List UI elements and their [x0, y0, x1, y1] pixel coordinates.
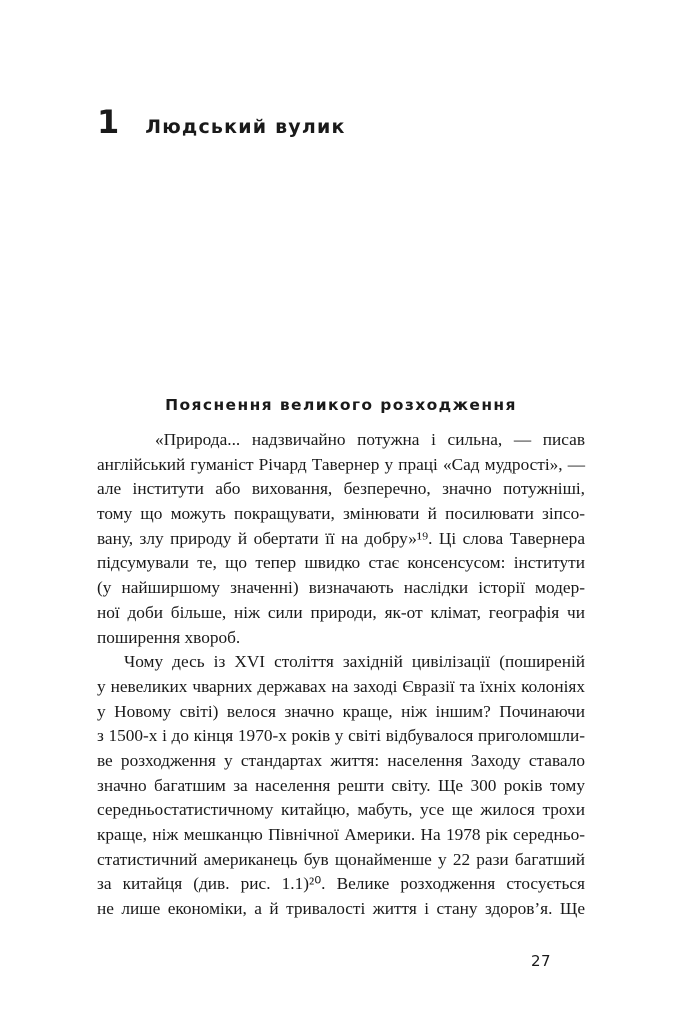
text-line: ної доби більше, ніж сили природи, як-от клімат, географія чи	[97, 602, 585, 622]
text-line: підсумували те, що тепер швидко стає консенсусом: інститути	[97, 553, 585, 573]
text-line: у Новому світі) велося значно краще, ніж іншим? Починаючи	[97, 701, 585, 721]
text-line: але інститути або виховання, безперечно, значно потужніші,	[97, 479, 585, 499]
chapter-heading	[97, 103, 346, 141]
paragraph-2	[97, 650, 585, 922]
chapter-number: 1	[97, 103, 120, 141]
text-line: значно багатшим за населення решти світу. Ще 300 років тому	[97, 775, 585, 795]
chapter-title: Людський вулик	[145, 116, 346, 138]
text-line: не лише економіки, а й тривалості життя і стану здоров’я. Ще	[97, 899, 585, 919]
text-line: краще, ніж мешканцю Північної Америки. На 1978 рік середньо-	[97, 825, 585, 844]
text-line: середньостатистичному китайцю, мабуть, усе ще жилося трохи	[97, 800, 585, 820]
section-title: Пояснення великого розходження	[165, 396, 517, 414]
text-line: «Природа... надзвичайно потужна і сильна, — писав	[155, 430, 585, 449]
text-line: статистичний американець був щонайменше у 22 рази багатший	[97, 849, 585, 869]
page-number: 27	[531, 952, 552, 970]
text-line: поширення хвороб.	[97, 627, 241, 647]
text-line: (у найширшому значенні) визначають наслідки історії модер-	[97, 578, 585, 598]
text-line: ве розходження у стандартах життя: населення Заходу ставало	[97, 750, 585, 770]
text-line: за китайця (див. рис. 1.1)²⁰. Велике розходження стосується	[97, 874, 585, 894]
text-line: Чому десь із XVI століття західній цивілізації (поширеній	[124, 652, 585, 672]
text-line: англійський гуманіст Річард Тавернер у праці «Сад мудрості», —	[97, 454, 585, 474]
paragraph-1	[97, 428, 585, 650]
body-text	[97, 428, 585, 922]
text-line: вану, злу природу й обертати її на добру»¹⁹. Ці слова Тавернера	[97, 528, 585, 548]
text-line: тому що можуть покращувати, змінювати й посилювати зіпсо-	[97, 504, 585, 524]
text-line: у невеликих чварних державах на заході Євразії та їхніх колоніях	[97, 676, 585, 696]
text-line: з 1500-х і до кінця 1970-х років у світі відбувалося приголомшли-	[97, 726, 585, 746]
